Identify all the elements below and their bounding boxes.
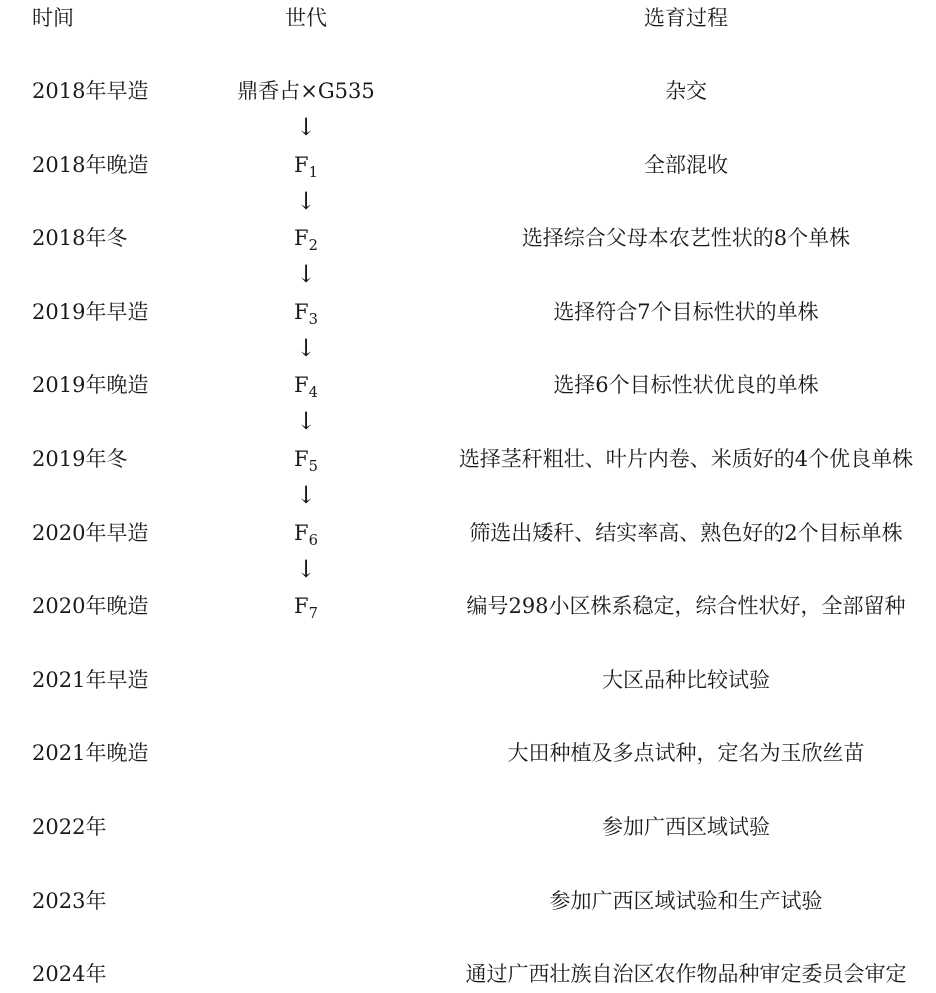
generation-label: F: [294, 520, 309, 545]
process-cell: 选择6个目标性状优良的单株: [553, 373, 819, 398]
process-cell: 参加广西区域试验和生产试验: [549, 888, 823, 913]
down-arrow-icon: ↓: [295, 113, 317, 141]
generation-subscript: 1: [308, 163, 318, 181]
down-arrow-icon: ↓: [295, 407, 317, 436]
process-cell: 杂交: [665, 79, 707, 103]
generation-subscript: 5: [308, 458, 318, 476]
time-cell: 2022年: [32, 815, 107, 839]
generation-label: F: [294, 373, 309, 398]
generation-label: F: [294, 447, 309, 471]
process-cell: 大田种植及多点试种，定名为玉欣丝苗: [507, 741, 865, 766]
time-cell: 2023年: [32, 888, 107, 913]
generation-label: F: [294, 299, 309, 324]
process-cell: 全部混收: [644, 152, 728, 177]
time-cell: 2019年早造: [32, 299, 149, 324]
generation-subscript: 2: [308, 237, 318, 255]
generation-subscript: 7: [308, 605, 318, 623]
process-cell: 选择茎秆粗壮、叶片内卷、米质好的4个优良单株: [458, 447, 914, 471]
down-arrow-icon: ↓: [295, 333, 317, 362]
process-cell: 参加广西区域试验: [602, 815, 770, 839]
table-header-generation: 世代: [285, 6, 327, 30]
generation-subscript: 4: [308, 384, 318, 402]
time-cell: 2018年冬: [32, 226, 128, 251]
process-cell: 选择符合7个目标性状的单株: [553, 299, 819, 324]
table-header-time: 时间: [32, 6, 74, 30]
down-arrow-icon: ↓: [295, 554, 317, 583]
time-cell: 2020年晚造: [32, 594, 149, 619]
generation-label: F: [294, 152, 309, 177]
generation-subscript: 6: [308, 531, 318, 549]
process-cell: 筛选出矮秆、结实率高、熟色好的2个目标单株: [469, 520, 903, 545]
time-cell: 2019年晚造: [32, 373, 149, 398]
down-arrow-icon: ↓: [295, 186, 317, 215]
time-cell: 2020年早造: [32, 520, 149, 545]
generation-subscript: 3: [308, 310, 318, 328]
time-cell: 2021年早造: [32, 667, 149, 692]
down-arrow-icon: ↓: [295, 260, 317, 289]
generation-label: F: [294, 594, 309, 619]
process-cell: 选择综合父母本农艺性状的8个单株: [521, 226, 851, 251]
down-arrow-icon: ↓: [295, 481, 317, 509]
process-cell: 编号298小区株系稳定，综合性状好，全部留种: [466, 594, 906, 619]
time-cell: 2024年: [32, 962, 107, 987]
time-cell: 2018年早造: [32, 79, 149, 103]
generation-label: F: [294, 226, 309, 251]
generation-label: 鼎香占×G535: [237, 79, 375, 103]
table-header-process: 选育过程: [644, 6, 728, 30]
time-cell: 2019年冬: [32, 447, 128, 471]
process-cell: 大区品种比较试验: [602, 667, 770, 692]
time-cell: 2018年晚造: [32, 152, 149, 177]
process-cell: 通过广西壮族自治区农作物品种审定委员会审定: [465, 962, 907, 987]
time-cell: 2021年晚造: [32, 741, 149, 766]
